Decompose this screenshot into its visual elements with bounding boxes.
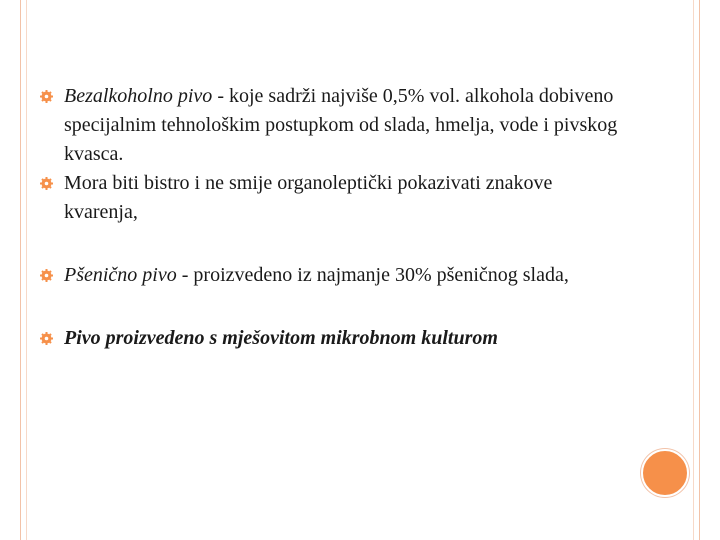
bullet-item-3 [40, 261, 620, 290]
bullet-title: Pivo proizvedeno s mješovitom mikrobnom kulturom [64, 327, 498, 349]
bullet-text: - proizvedeno iz najmanje 30% pšeničnog slada, [176, 264, 569, 286]
bullet-text: - koje sadrži najviše 0,5% vol. alkohola dobiveno specijalnim tehnološkim postupkom od slada, hmelja, vode i pivskog kvasca. [64, 85, 618, 165]
gear-icon [40, 177, 53, 190]
bullet-item-2 [40, 169, 620, 227]
bullet-list [40, 82, 620, 353]
bullet-text: Mora biti bistro i ne smije organoleptički pokazivati znakove kvarenja, [64, 172, 553, 223]
gear-icon [40, 269, 53, 282]
gear-icon [40, 90, 53, 103]
gear-icon [40, 332, 53, 345]
bullet-item-1 [40, 82, 620, 169]
spacer [40, 290, 620, 324]
spacer [40, 227, 620, 261]
bullet-item-4 [40, 324, 620, 353]
decorative-circle [641, 449, 689, 497]
bullet-title: Pšenično pivo [64, 264, 177, 286]
bullet-title: Bezalkoholno pivo [64, 85, 213, 107]
